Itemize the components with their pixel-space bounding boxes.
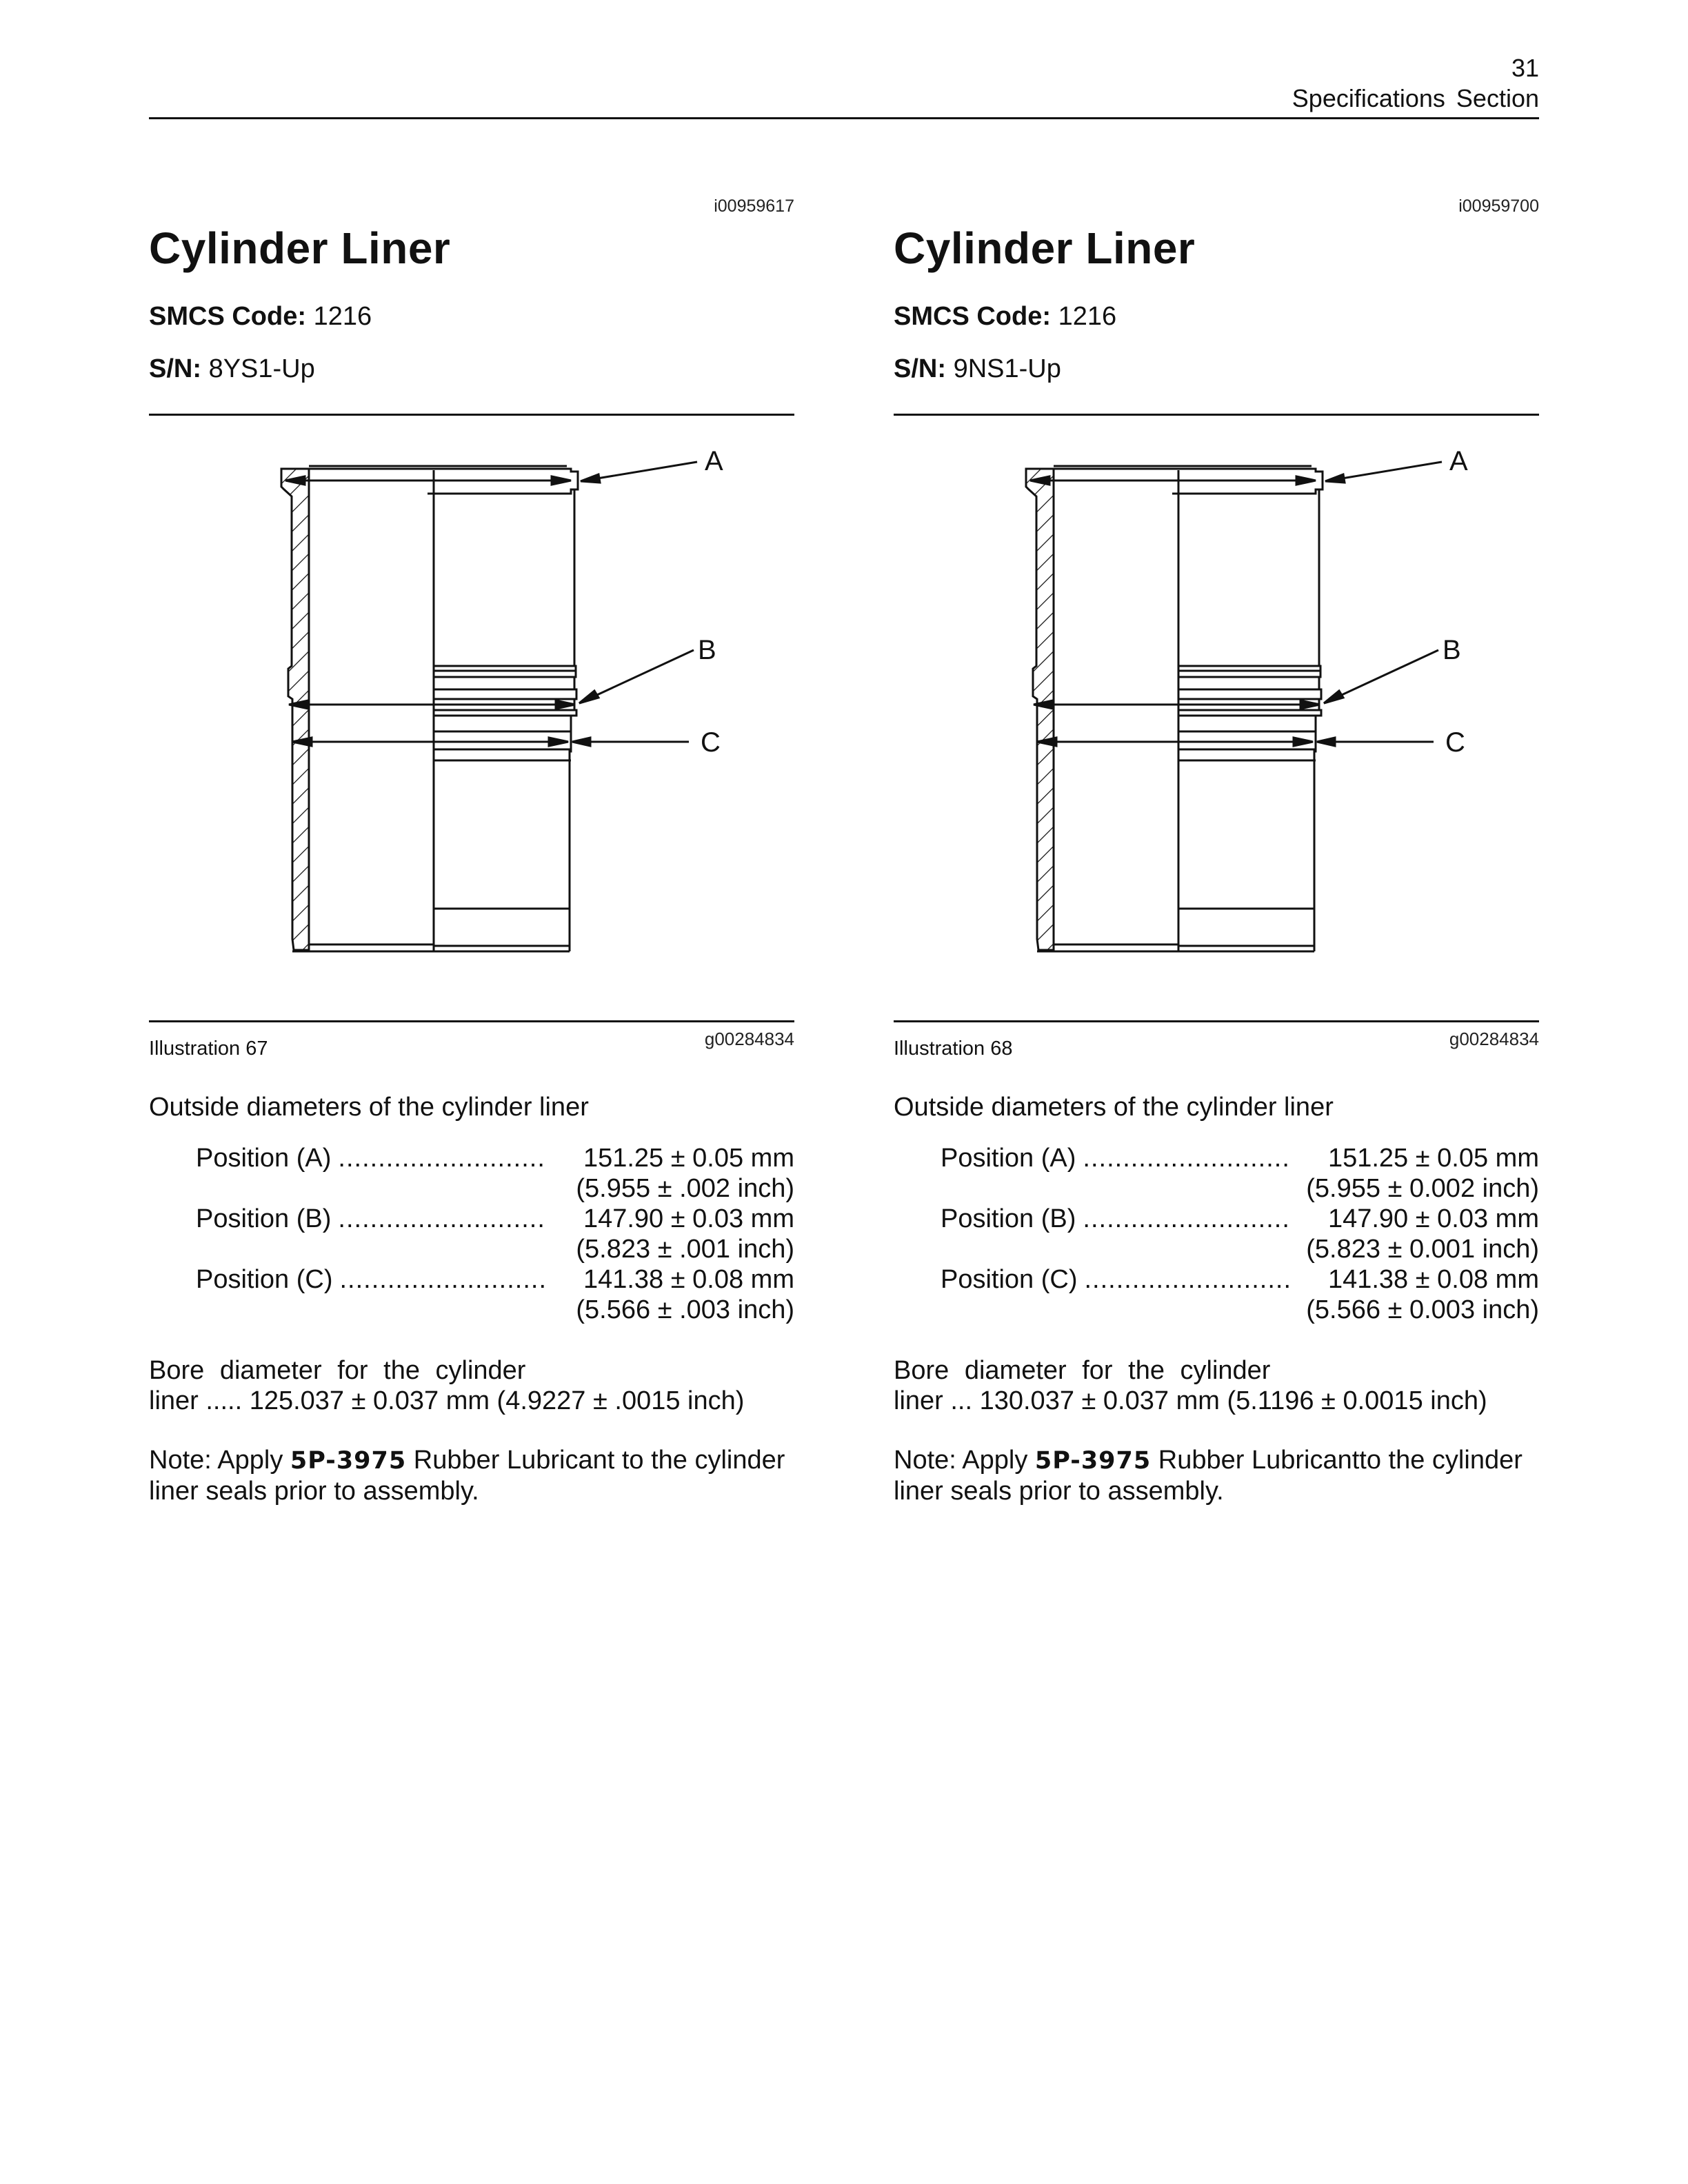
document-id: i00959700 bbox=[1458, 196, 1539, 216]
note bbox=[894, 1445, 1539, 1506]
callout-b: B bbox=[698, 635, 716, 665]
spec-row-b bbox=[941, 1204, 1539, 1234]
part-number: 5P-3975 bbox=[290, 1447, 407, 1475]
article-title: Cylinder Liner bbox=[149, 223, 451, 273]
graphic-id: g00284834 bbox=[704, 1029, 794, 1049]
note-text-post: Rubber Lubricant to the cylinder liner seals prior to assembly. bbox=[149, 1446, 785, 1506]
page-number: 31 bbox=[1511, 54, 1539, 82]
spec-row-b bbox=[196, 1204, 794, 1234]
spec-label: Position (C) bbox=[941, 1265, 1078, 1294]
illustration-label: Illustration 68 bbox=[894, 1038, 1013, 1060]
spec-row-a bbox=[941, 1143, 1539, 1173]
spec-value-mm: 151.25 ± 0.05 mm bbox=[583, 1144, 794, 1173]
note-text-post: Rubber Lubricantto the cylinder liner seals prior to assembly. bbox=[894, 1446, 1523, 1506]
section-title: Specifications Section bbox=[1292, 84, 1539, 112]
smcs-code bbox=[894, 301, 1116, 332]
smcs-code bbox=[149, 301, 372, 332]
document-id: i00959617 bbox=[714, 196, 794, 216]
article-left bbox=[149, 0, 794, 2184]
serial-number bbox=[894, 353, 1061, 385]
note-text-pre: Apply bbox=[211, 1446, 290, 1475]
cylinder-liner-illustration bbox=[149, 421, 794, 1013]
leader-dots: .......................... bbox=[339, 1265, 547, 1294]
callout-b: B bbox=[1443, 635, 1461, 665]
leader-dots: .......................... bbox=[338, 1144, 545, 1173]
spec-label: Position (A) bbox=[196, 1144, 332, 1173]
cylinder-liner-drawing bbox=[149, 421, 794, 1013]
spec-value-inch: (5.823 ± .001 inch) bbox=[576, 1235, 794, 1264]
smcs-label: SMCS Code: bbox=[149, 302, 306, 331]
sn-label: S/N: bbox=[894, 354, 946, 383]
callout-c: C bbox=[1445, 727, 1465, 758]
smcs-label: SMCS Code: bbox=[894, 302, 1051, 331]
spec-value-inch: (5.955 ± .002 inch) bbox=[576, 1174, 794, 1203]
note-text-pre: Apply bbox=[956, 1446, 1035, 1475]
spec-value-inch: (5.955 ± 0.002 inch) bbox=[1306, 1174, 1539, 1203]
sn-value: 9NS1-Up bbox=[953, 354, 1061, 383]
divider bbox=[894, 414, 1539, 416]
leader-dots: .......................... bbox=[1083, 1144, 1290, 1173]
callout-a: A bbox=[1449, 446, 1468, 476]
spec-row-a bbox=[196, 1143, 794, 1173]
divider bbox=[894, 1020, 1539, 1022]
cylinder-liner-drawing bbox=[894, 421, 1539, 1013]
sn-label: S/N: bbox=[149, 354, 201, 383]
spec-value-mm: 147.90 ± 0.03 mm bbox=[583, 1204, 794, 1233]
divider bbox=[149, 1020, 794, 1022]
spec-value-inch: (5.823 ± 0.001 inch) bbox=[1306, 1235, 1539, 1264]
bore-diameter bbox=[149, 1355, 794, 1416]
bore-label: Bore diameter for the cylinder bbox=[894, 1356, 1271, 1385]
spec-intro: Outside diameters of the cylinder liner bbox=[149, 1093, 589, 1122]
smcs-value: 1216 bbox=[313, 302, 372, 331]
spec-label: Position (A) bbox=[941, 1144, 1076, 1173]
graphic-id: g00284834 bbox=[1449, 1029, 1539, 1049]
spec-intro: Outside diameters of the cylinder liner bbox=[894, 1093, 1334, 1122]
spec-value-mm: 151.25 ± 0.05 mm bbox=[1327, 1144, 1539, 1173]
spec-label: Position (B) bbox=[941, 1204, 1076, 1233]
serial-number bbox=[149, 353, 315, 385]
note bbox=[149, 1445, 794, 1506]
callout-a: A bbox=[705, 446, 723, 476]
callout-c: C bbox=[701, 727, 721, 758]
spec-value-mm: 141.38 ± 0.08 mm bbox=[1327, 1265, 1539, 1294]
spec-list bbox=[196, 1143, 794, 1325]
illustration-label: Illustration 67 bbox=[149, 1038, 268, 1060]
article-title: Cylinder Liner bbox=[894, 223, 1196, 273]
bore-diameter bbox=[894, 1355, 1539, 1416]
cylinder-liner-illustration bbox=[894, 421, 1539, 1013]
spec-row-c bbox=[941, 1264, 1539, 1295]
note-label: Note: bbox=[149, 1446, 212, 1475]
sn-value: 8YS1-Up bbox=[208, 354, 315, 383]
bore-value: liner ... 130.037 ± 0.037 mm (5.1196 ± 0.0015 inch) bbox=[894, 1386, 1487, 1415]
leader-dots: .......................... bbox=[1083, 1204, 1290, 1233]
bore-label: Bore diameter for the cylinder bbox=[149, 1356, 526, 1385]
smcs-value: 1216 bbox=[1058, 302, 1117, 331]
spec-value-mm: 147.90 ± 0.03 mm bbox=[1327, 1204, 1539, 1233]
divider bbox=[149, 414, 794, 416]
note-label: Note: bbox=[894, 1446, 956, 1475]
spec-label: Position (C) bbox=[196, 1265, 333, 1294]
leader-dots: .......................... bbox=[338, 1204, 545, 1233]
spec-list bbox=[941, 1143, 1539, 1325]
leader-dots: .......................... bbox=[1084, 1265, 1292, 1294]
article-right bbox=[894, 0, 1539, 2184]
spec-value-inch: (5.566 ± .003 inch) bbox=[576, 1295, 794, 1324]
part-number: 5P-3975 bbox=[1034, 1447, 1152, 1475]
spec-value-inch: (5.566 ± 0.003 inch) bbox=[1306, 1295, 1539, 1324]
spec-label: Position (B) bbox=[196, 1204, 332, 1233]
spec-value-mm: 141.38 ± 0.08 mm bbox=[583, 1265, 794, 1294]
bore-value: liner ..... 125.037 ± 0.037 mm (4.9227 ± .0015 inch) bbox=[149, 1386, 745, 1415]
spec-row-c bbox=[196, 1264, 794, 1295]
